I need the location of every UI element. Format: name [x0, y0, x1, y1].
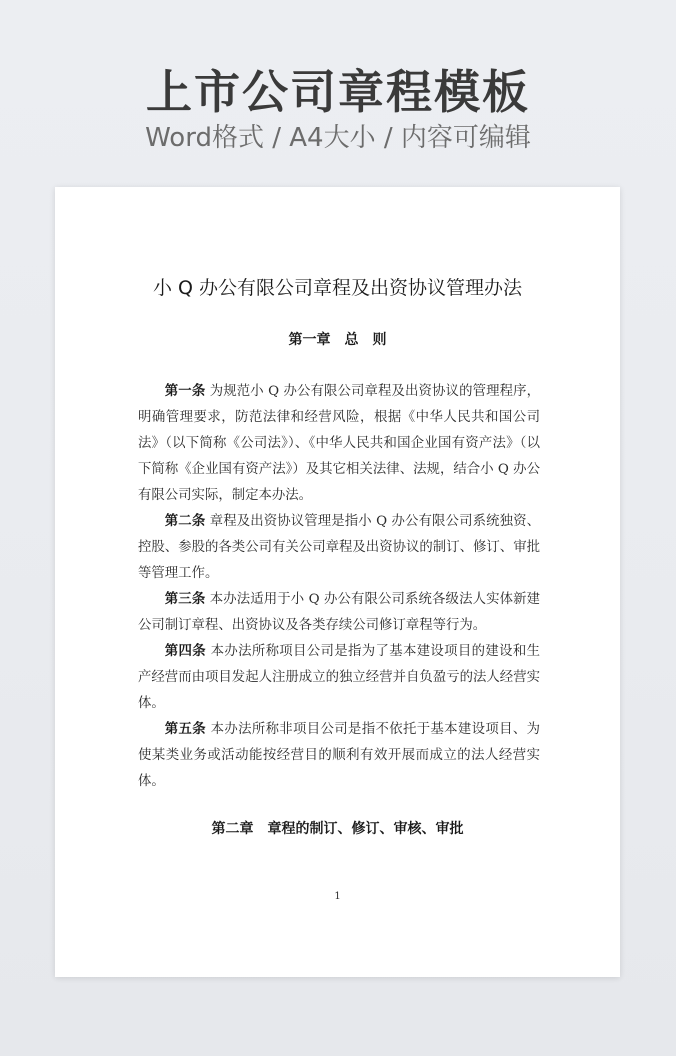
clause-label: 第四条 [164, 644, 207, 659]
clause-3 [138, 587, 540, 639]
clause-label: 第二条 [164, 514, 206, 529]
document-page [55, 187, 620, 977]
page-number: 1 [334, 891, 341, 902]
document-title: 小 Q 办公有限公司章程及出资协议管理办法 [152, 277, 523, 299]
clause-label: 第三条 [164, 592, 206, 607]
clause-4 [138, 639, 540, 717]
chapter-heading-1: 第一章 总 则 [288, 332, 387, 348]
banner-subtitle: Word格式 / A4大小 / 内容可编辑 [145, 123, 531, 153]
clause-2 [138, 509, 540, 587]
banner-title: 上市公司章程模板 [146, 65, 530, 119]
clause-text: 本办法所称项目公司是指为了基本建设项目的建设和生产经营而由项目发起人注册成立的独立经营并自负盈亏的法人经营实体。 [138, 644, 540, 711]
clause-text: 章程及出资协议管理是指小 Q 办公有限公司系统独资、控股、参股的各类公司有关公司章程及出资协议的制订、修订、审批等管理工作。 [138, 514, 541, 581]
clause-label: 第五条 [164, 722, 207, 737]
clause-text: 为规范小 Q 办公有限公司章程及出资协议的管理程序，明确管理要求，防范法律和经营风险，根据《中华人民共和国公司法》（以下简称《公司法》）、《中华人民共和国企业国有资产法》（以下简称《企业国有资产法》）及其它相关法律、法规，结合小 Q 办公有限公司实际，制定本办法。 [138, 384, 541, 503]
clause-text: 本办法所称非项目公司是指不依托于基本建设项目、为使某类业务或活动能按经营目的顺利有效开展而成立的法人经营实体。 [138, 722, 540, 789]
document-body [138, 379, 540, 795]
clause-text: 本办法适用于小 Q 办公有限公司系统各级法人实体新建公司制订章程、出资协议及各类存续公司修订章程等行为。 [138, 592, 541, 633]
clause-label: 第一条 [164, 384, 206, 399]
clause-1 [138, 379, 540, 509]
chapter-heading-2: 第二章 章程的制订、修订、审核、审批 [211, 821, 464, 837]
clause-5 [138, 717, 540, 795]
